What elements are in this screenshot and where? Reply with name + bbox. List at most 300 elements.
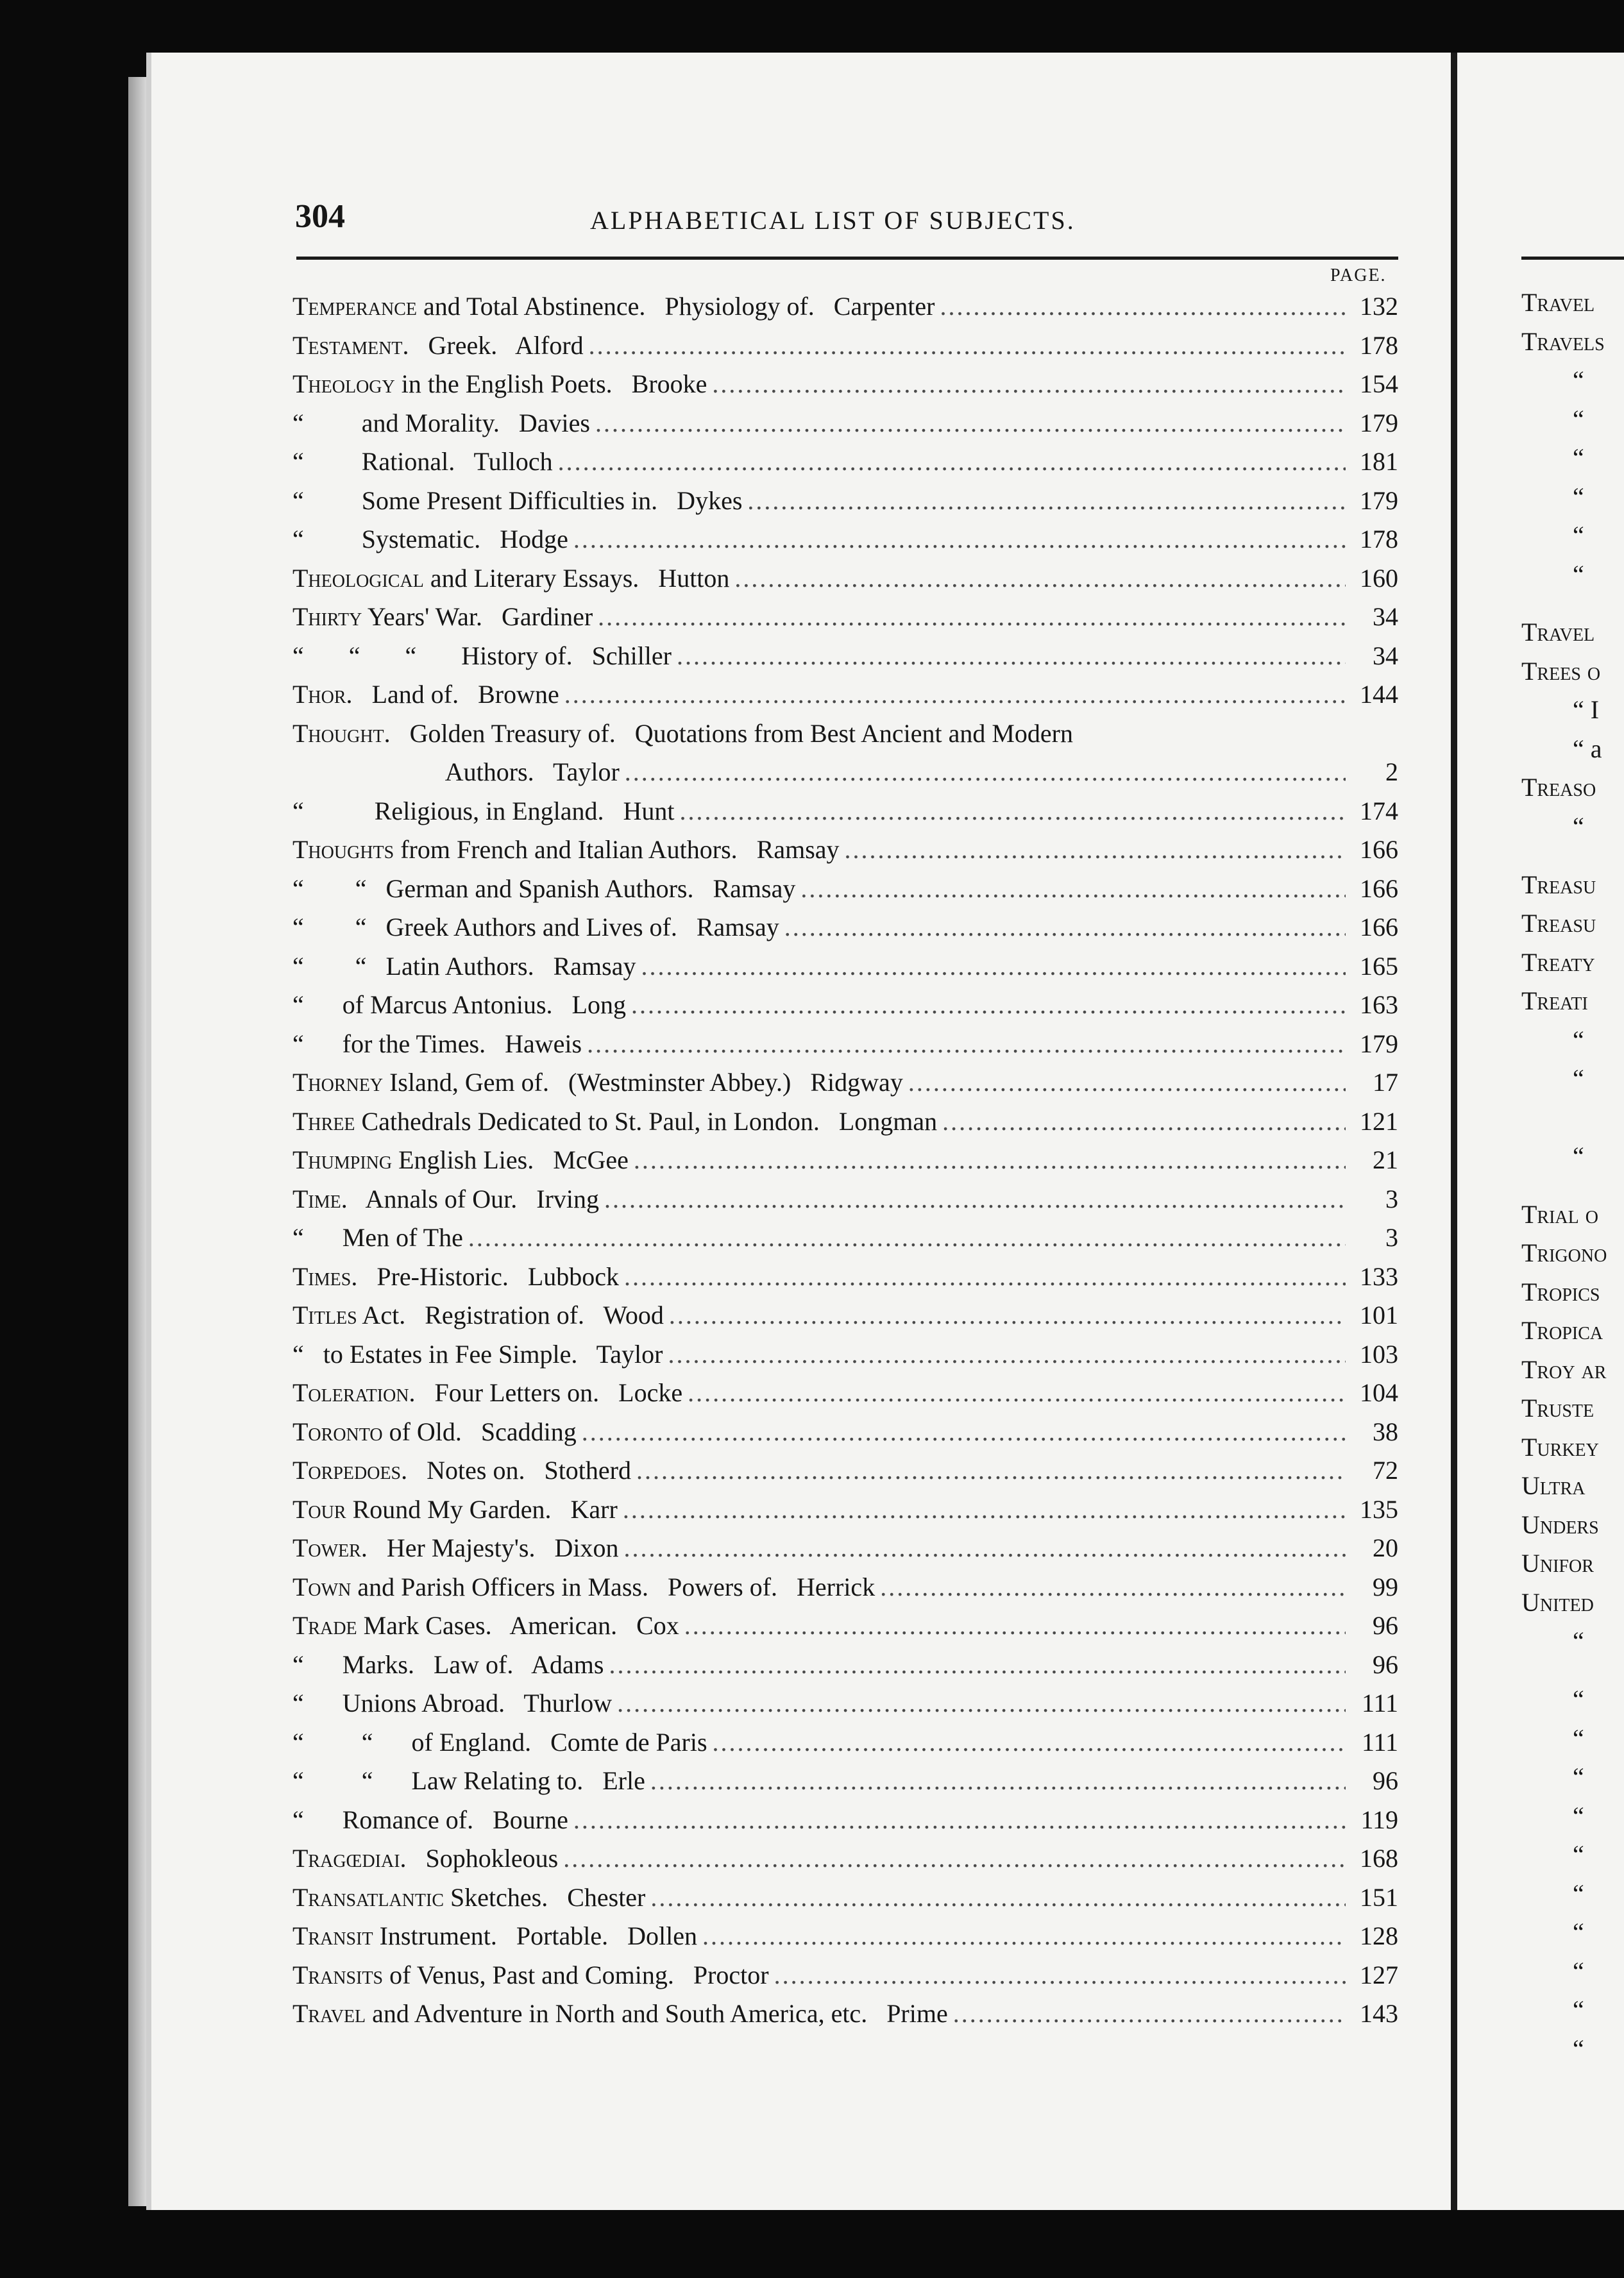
- entry-page: 38: [1373, 1417, 1398, 1446]
- entry-page: 179: [1360, 1029, 1398, 1058]
- right-page-fragment: Treasu: [1521, 870, 1596, 899]
- right-page-fragment: “: [1573, 2034, 1584, 2063]
- list-item: [292, 326, 1398, 366]
- entry-text: [292, 1801, 568, 1840]
- list-item: [292, 1529, 1398, 1568]
- leader-dots: [702, 1917, 1346, 1956]
- leader-dots: [650, 1878, 1346, 1918]
- leader-dots: [604, 1180, 1346, 1219]
- entry-subject: Torpedoes.: [292, 1456, 408, 1485]
- list-item: [292, 598, 1398, 637]
- entry-detail: “ to Estates in Fee Simple. Taylor: [292, 1339, 663, 1369]
- entry-detail: Cathedrals Dedicated to St. Paul, in London. Longman: [355, 1106, 938, 1136]
- leader-dots: [688, 1374, 1346, 1413]
- entry-page: 179: [1360, 408, 1398, 437]
- leader-dots: [563, 1839, 1346, 1878]
- entry-page: 96: [1373, 1766, 1398, 1795]
- entry-text: [292, 1451, 631, 1490]
- list-item: [292, 1451, 1398, 1490]
- leader-dots: [564, 675, 1346, 714]
- entry-detail: “ for the Times. Haweis: [292, 1029, 582, 1058]
- right-page-fragment: “: [1573, 366, 1584, 395]
- list-item: [292, 559, 1398, 598]
- right-page-fragment: “: [1573, 404, 1584, 434]
- entry-page: 181: [1360, 447, 1398, 476]
- entry-subject: Transit: [292, 1921, 373, 1950]
- entry-text: [292, 1529, 618, 1568]
- entry-detail: “ “ of England. Comte de Paris: [292, 1727, 707, 1757]
- entry-page: 143: [1360, 1999, 1398, 2028]
- list-item: [292, 520, 1398, 559]
- entry-detail: from French and Italian Authors. Ramsay: [394, 835, 840, 864]
- right-page-fragment: Ultra: [1521, 1471, 1586, 1501]
- entry-detail: of Venus, Past and Coming. Proctor: [383, 1960, 769, 1989]
- entry-detail: “ Marks. Law of. Adams: [292, 1649, 604, 1679]
- list-item: [292, 1607, 1398, 1646]
- entry-detail: and Total Abstinence. Physiology of. Carpenter: [417, 292, 935, 321]
- leader-dots: [845, 831, 1346, 870]
- right-page-fragment: “ a: [1573, 734, 1602, 763]
- entry-detail: “ Rational. Tulloch: [292, 447, 553, 476]
- leader-dots: [668, 1335, 1346, 1374]
- entry-text: [292, 1374, 682, 1413]
- list-item: [292, 714, 1398, 754]
- right-page-fragment: “: [1573, 1918, 1584, 1947]
- entry-text: [292, 1956, 769, 1995]
- entry-text: [292, 1025, 582, 1064]
- right-page-fragment: Treaso: [1521, 773, 1596, 802]
- right-page-fragment: “: [1573, 482, 1584, 511]
- entry-page: 101: [1360, 1301, 1398, 1329]
- entry-text: [292, 714, 1073, 754]
- leader-dots: [677, 637, 1346, 676]
- entry-subject: Titles: [292, 1301, 357, 1329]
- right-page-fragment: “: [1573, 559, 1584, 589]
- entry-text: [292, 1296, 664, 1335]
- entry-page: 103: [1360, 1339, 1398, 1369]
- entry-page: 99: [1373, 1572, 1398, 1601]
- entry-page: 2: [1385, 757, 1398, 786]
- leader-dots: [634, 1141, 1346, 1180]
- list-item: [292, 1568, 1398, 1607]
- right-page-fragment: Unders: [1521, 1510, 1599, 1539]
- entry-detail: “ Systematic. Hodge: [292, 525, 568, 553]
- leader-dots: [800, 870, 1346, 909]
- entry-page: 17: [1373, 1068, 1398, 1097]
- entry-text: [292, 1723, 707, 1762]
- leader-dots: [880, 1568, 1346, 1607]
- entry-page: 96: [1373, 1649, 1398, 1679]
- entry-detail: Sketches. Chester: [444, 1882, 646, 1912]
- right-page-fragment: Travels: [1521, 326, 1605, 356]
- right-page-fragment: Travel: [1521, 618, 1595, 647]
- entry-detail: Her Majesty's. Dixon: [367, 1533, 619, 1562]
- entry-text: [292, 831, 840, 870]
- entry-text: [292, 1646, 604, 1685]
- entry-detail: “ Unions Abroad. Thurlow: [292, 1689, 613, 1717]
- right-page-fragment: Treaty: [1521, 947, 1595, 977]
- entry-text: [292, 1995, 948, 2034]
- entry-detail: of Old. Scadding: [382, 1417, 577, 1446]
- right-page-fragment: Trees o: [1521, 656, 1601, 686]
- entry-page: 128: [1360, 1921, 1398, 1950]
- entry-text: [292, 1684, 612, 1723]
- list-item: [292, 1917, 1398, 1956]
- leader-dots: [624, 1258, 1346, 1297]
- entry-page: 127: [1360, 1960, 1398, 1989]
- right-page-fragment: “: [1573, 1801, 1584, 1830]
- entry-detail: Island, Gem of. (Westminster Abbey.) Ridgway: [383, 1068, 903, 1097]
- entry-detail: in the English Poets. Brooke: [394, 369, 707, 398]
- list-item: [292, 1413, 1398, 1452]
- entry-text: [292, 1839, 558, 1878]
- leader-dots: [942, 1102, 1346, 1142]
- right-page-fragment: “: [1573, 1025, 1584, 1054]
- entry-page: 72: [1373, 1456, 1398, 1485]
- list-item: [292, 1646, 1398, 1685]
- right-page-fragment: “: [1573, 1840, 1584, 1869]
- list-item: [292, 792, 1398, 831]
- entry-subject: Trade: [292, 1611, 357, 1640]
- entry-page: 121: [1360, 1106, 1398, 1136]
- entry-subject: Times.: [292, 1261, 358, 1291]
- right-page-fragment: “: [1573, 1762, 1584, 1792]
- entry-subject: Time.: [292, 1184, 348, 1213]
- list-item: [292, 1956, 1398, 1995]
- entry-subject: Transits: [292, 1960, 384, 1989]
- leader-dots: [573, 1801, 1346, 1840]
- leader-dots: [747, 482, 1346, 521]
- leader-dots: [582, 1413, 1346, 1452]
- list-item: [292, 404, 1398, 443]
- entry-text: [292, 1917, 697, 1956]
- entry-detail: and Adventure in North and South America, etc. Prime: [366, 1999, 948, 2028]
- entry-detail: Annals of Our. Irving: [347, 1184, 599, 1213]
- list-item: [292, 365, 1398, 404]
- leader-dots: [609, 1646, 1346, 1685]
- entry-subject: Toronto: [292, 1417, 383, 1446]
- entry-page: 132: [1360, 292, 1398, 321]
- leader-dots: [623, 1490, 1346, 1530]
- leader-dots: [631, 986, 1346, 1025]
- entry-subject: Toleration.: [292, 1378, 416, 1407]
- list-item: [292, 986, 1398, 1025]
- right-page-fragment: “: [1573, 1626, 1584, 1656]
- entry-detail: Golden Treasury of. Quotations from Best Ancient and Modern: [390, 718, 1073, 748]
- list-item: [292, 287, 1398, 326]
- entry-subject: Three: [292, 1106, 355, 1136]
- entry-text: [292, 520, 568, 559]
- entry-text: [292, 1607, 679, 1646]
- entry-page: 154: [1360, 369, 1398, 398]
- entry-subject: Temperance: [292, 292, 418, 321]
- entry-text: [292, 1335, 663, 1374]
- leader-dots: [587, 1025, 1346, 1064]
- entry-subject: Thumping: [292, 1145, 393, 1174]
- leader-dots: [468, 1219, 1346, 1258]
- entry-text: [292, 482, 742, 521]
- entry-page: 168: [1360, 1844, 1398, 1873]
- entry-text: [292, 1141, 629, 1180]
- entry-detail: “ Some Present Difficulties in. Dykes: [292, 485, 743, 515]
- entry-text: [292, 1878, 645, 1918]
- entry-text: [292, 753, 620, 792]
- entry-page: 20: [1373, 1533, 1398, 1562]
- entry-page: 104: [1360, 1378, 1398, 1407]
- right-page-header-rule: [1521, 257, 1624, 260]
- book-gutter: [1451, 53, 1457, 2210]
- list-item: [292, 753, 1398, 792]
- leader-dots: [774, 1956, 1346, 1995]
- right-page-fragment: “: [1573, 1995, 1584, 2025]
- entry-detail: Mark Cases. American. Cox: [357, 1611, 679, 1640]
- list-item: [292, 1063, 1398, 1102]
- leader-dots: [558, 443, 1346, 482]
- list-item: [292, 831, 1398, 870]
- entry-page: 135: [1360, 1494, 1398, 1524]
- entry-subject: Thor.: [292, 680, 353, 709]
- entry-text: [292, 870, 795, 909]
- entry-text: [292, 1180, 599, 1219]
- right-page-fragment: “: [1573, 1064, 1584, 1093]
- leader-dots: [940, 287, 1346, 326]
- entry-page: 96: [1373, 1611, 1398, 1640]
- right-page-fragment: “: [1573, 1142, 1584, 1171]
- entry-detail: “ Romance of. Bourne: [292, 1805, 568, 1834]
- list-item: [292, 1296, 1398, 1335]
- leader-dots: [598, 598, 1346, 637]
- entry-text: [292, 559, 729, 598]
- page-number: 304: [295, 198, 345, 235]
- entry-page: 166: [1360, 835, 1398, 864]
- entry-text: [292, 947, 636, 986]
- leader-dots: [680, 792, 1346, 831]
- list-item: [292, 1801, 1398, 1840]
- page-column-label: PAGE.: [1330, 266, 1387, 285]
- entry-subject: Tour: [292, 1494, 346, 1524]
- right-page-fragment: Unifor: [1521, 1549, 1594, 1578]
- list-item: [292, 1258, 1398, 1297]
- leader-dots: [617, 1684, 1346, 1723]
- leader-dots: [684, 1607, 1346, 1646]
- entry-page: 3: [1385, 1223, 1398, 1252]
- entry-detail: Notes on. Stotherd: [407, 1456, 631, 1485]
- entry-subject: Testament.: [292, 330, 409, 360]
- entry-detail: “ and Morality. Davies: [292, 408, 590, 437]
- entry-detail: Greek. Alford: [409, 330, 584, 360]
- entry-page: 178: [1360, 525, 1398, 553]
- leader-dots: [784, 908, 1346, 947]
- leader-dots: [908, 1063, 1346, 1102]
- entry-text: [292, 598, 593, 637]
- list-item: [292, 675, 1398, 714]
- right-page: [1457, 53, 1624, 2210]
- subject-list: [292, 287, 1398, 2034]
- list-item: [292, 1995, 1398, 2034]
- right-page-fragment: “: [1573, 521, 1584, 550]
- list-item: [292, 1141, 1398, 1180]
- leader-dots: [650, 1762, 1346, 1801]
- entry-detail: “ Religious, in England. Hunt: [292, 796, 675, 825]
- entry-page: 111: [1361, 1727, 1398, 1757]
- right-page-fragment: Tropica: [1521, 1316, 1603, 1346]
- entry-page: 111: [1361, 1689, 1398, 1717]
- right-page-fragment: Trial o: [1521, 1199, 1598, 1229]
- entry-detail: Years' War. Gardiner: [362, 602, 593, 631]
- entry-text: [292, 1490, 618, 1530]
- list-item: [292, 443, 1398, 482]
- entry-detail: and Literary Essays. Hutton: [423, 563, 730, 593]
- list-item: [292, 1684, 1398, 1723]
- entry-page: 3: [1385, 1184, 1398, 1213]
- list-item: [292, 1878, 1398, 1918]
- leader-dots: [595, 404, 1346, 443]
- entry-detail: Land of. Browne: [352, 680, 559, 709]
- list-item: [292, 1490, 1398, 1530]
- list-item: [292, 1025, 1398, 1064]
- list-item: [292, 1335, 1398, 1374]
- entry-detail: “ of Marcus Antonius. Long: [292, 990, 626, 1019]
- entry-subject: Travel: [292, 1999, 366, 2028]
- entry-text: [292, 986, 626, 1025]
- entry-detail: Instrument. Portable. Dollen: [373, 1921, 698, 1950]
- leader-dots: [625, 753, 1346, 792]
- right-page-fragment: “: [1573, 1685, 1584, 1714]
- entry-detail: Act. Registration of. Wood: [357, 1301, 664, 1329]
- page-stack-edge: [128, 77, 146, 2206]
- right-page-fragment: Truste: [1521, 1394, 1594, 1423]
- right-page-fragment: Treati: [1521, 986, 1588, 1016]
- list-item: [292, 1374, 1398, 1413]
- entry-subject: Town: [292, 1572, 351, 1601]
- entry-text: [292, 1762, 645, 1801]
- entry-detail: Round My Garden. Karr: [346, 1494, 618, 1524]
- entry-page: 166: [1360, 913, 1398, 941]
- right-page-fragment: Turkey: [1521, 1432, 1599, 1462]
- entry-subject: Thought.: [292, 718, 391, 748]
- entry-text: [292, 637, 672, 676]
- leader-dots: [734, 559, 1346, 598]
- entry-detail: Sophokleous: [406, 1844, 559, 1873]
- entry-page: 144: [1360, 680, 1398, 709]
- entry-text: [292, 792, 675, 831]
- entry-detail: “ “ Greek Authors and Lives of. Ramsay: [292, 913, 779, 941]
- entry-text: [292, 1413, 577, 1452]
- list-item: [292, 482, 1398, 521]
- list-item: [292, 1102, 1398, 1142]
- list-item: [292, 947, 1398, 986]
- right-page-fragment: United: [1521, 1587, 1594, 1617]
- entry-subject: Tower.: [292, 1533, 368, 1562]
- list-item: [292, 1180, 1398, 1219]
- list-item: [292, 1839, 1398, 1878]
- entry-text: [292, 675, 559, 714]
- entry-page: 151: [1360, 1882, 1398, 1912]
- entry-page: 34: [1373, 602, 1398, 631]
- right-page-fragment: “: [1573, 443, 1584, 473]
- entry-page: 166: [1360, 873, 1398, 903]
- entry-page: 165: [1360, 951, 1398, 981]
- right-page-fragment: Troy ar: [1521, 1354, 1607, 1384]
- entry-text: [292, 1102, 937, 1142]
- leader-dots: [953, 1995, 1346, 2034]
- entry-page: 179: [1360, 485, 1398, 515]
- right-page-fragment: “: [1573, 811, 1584, 841]
- leader-dots: [669, 1296, 1346, 1335]
- entry-subject: Thoughts: [292, 835, 394, 864]
- entry-page: 21: [1373, 1145, 1398, 1174]
- right-page-fragment: Travel: [1521, 288, 1595, 317]
- entry-text: [292, 1063, 903, 1102]
- leader-dots: [712, 365, 1346, 404]
- entry-detail: “ “ Law Relating to. Erle: [292, 1766, 645, 1795]
- list-item: [292, 870, 1398, 909]
- leader-dots: [636, 1451, 1346, 1490]
- list-item: [292, 637, 1398, 676]
- entry-page: 174: [1360, 796, 1398, 825]
- entry-subject: Theological: [292, 563, 424, 593]
- entry-page: 34: [1373, 641, 1398, 670]
- entry-page: 160: [1360, 563, 1398, 593]
- entry-detail: English Lies. McGee: [392, 1145, 629, 1174]
- entry-text: [292, 287, 935, 326]
- leader-dots: [641, 947, 1346, 986]
- entry-subject: Thorney: [292, 1068, 384, 1097]
- entry-detail: Four Letters on. Locke: [415, 1378, 683, 1407]
- entry-detail: Pre-Historic. Lubbock: [357, 1261, 620, 1291]
- leader-dots: [589, 326, 1346, 366]
- right-page-fragment: “ I: [1573, 695, 1600, 725]
- entry-text: [292, 908, 779, 947]
- entry-text: [292, 1568, 875, 1607]
- entry-text: [292, 326, 584, 366]
- entry-detail: and Parish Officers in Mass. Powers of. Herrick: [351, 1572, 875, 1601]
- entry-subject: Thirty: [292, 602, 362, 631]
- entry-subject: Tragœdiai.: [292, 1844, 407, 1873]
- right-page-fragment: Treasu: [1521, 909, 1596, 938]
- list-item: [292, 1219, 1398, 1258]
- entry-page: 119: [1360, 1805, 1398, 1834]
- entry-detail: “ “ German and Spanish Authors. Ramsay: [292, 873, 796, 903]
- entry-detail: “ Men of The: [292, 1223, 463, 1252]
- entry-detail: “ “ “ History of. Schiller: [292, 641, 672, 670]
- entry-page: 163: [1360, 990, 1398, 1019]
- entry-detail: “ “ Latin Authors. Ramsay: [292, 951, 636, 981]
- right-page-fragment: “: [1573, 1878, 1584, 1908]
- right-page-fragment: “: [1573, 1956, 1584, 1986]
- leader-dots: [623, 1529, 1346, 1568]
- entry-page: 133: [1360, 1261, 1398, 1291]
- right-page-fragment: Tropics: [1521, 1277, 1600, 1306]
- list-item: [292, 1762, 1398, 1801]
- entry-text: [292, 365, 707, 404]
- list-item: [292, 908, 1398, 947]
- entry-detail: Authors. Taylor: [292, 757, 620, 786]
- entry-subject: Theology: [292, 369, 395, 398]
- leader-dots: [573, 520, 1346, 559]
- right-page-fragment: “: [1573, 1723, 1584, 1753]
- entry-page: 178: [1360, 330, 1398, 360]
- entry-subject: Transatlantic: [292, 1882, 444, 1912]
- entry-text: [292, 443, 553, 482]
- running-title: ALPHABETICAL LIST OF SUBJECTS.: [590, 206, 1076, 235]
- entry-text: [292, 404, 590, 443]
- entry-text: [292, 1258, 619, 1297]
- leader-dots: [713, 1723, 1346, 1762]
- list-item: [292, 1723, 1398, 1762]
- right-page-fragment: Trigono: [1521, 1238, 1607, 1268]
- entry-text: [292, 1219, 463, 1258]
